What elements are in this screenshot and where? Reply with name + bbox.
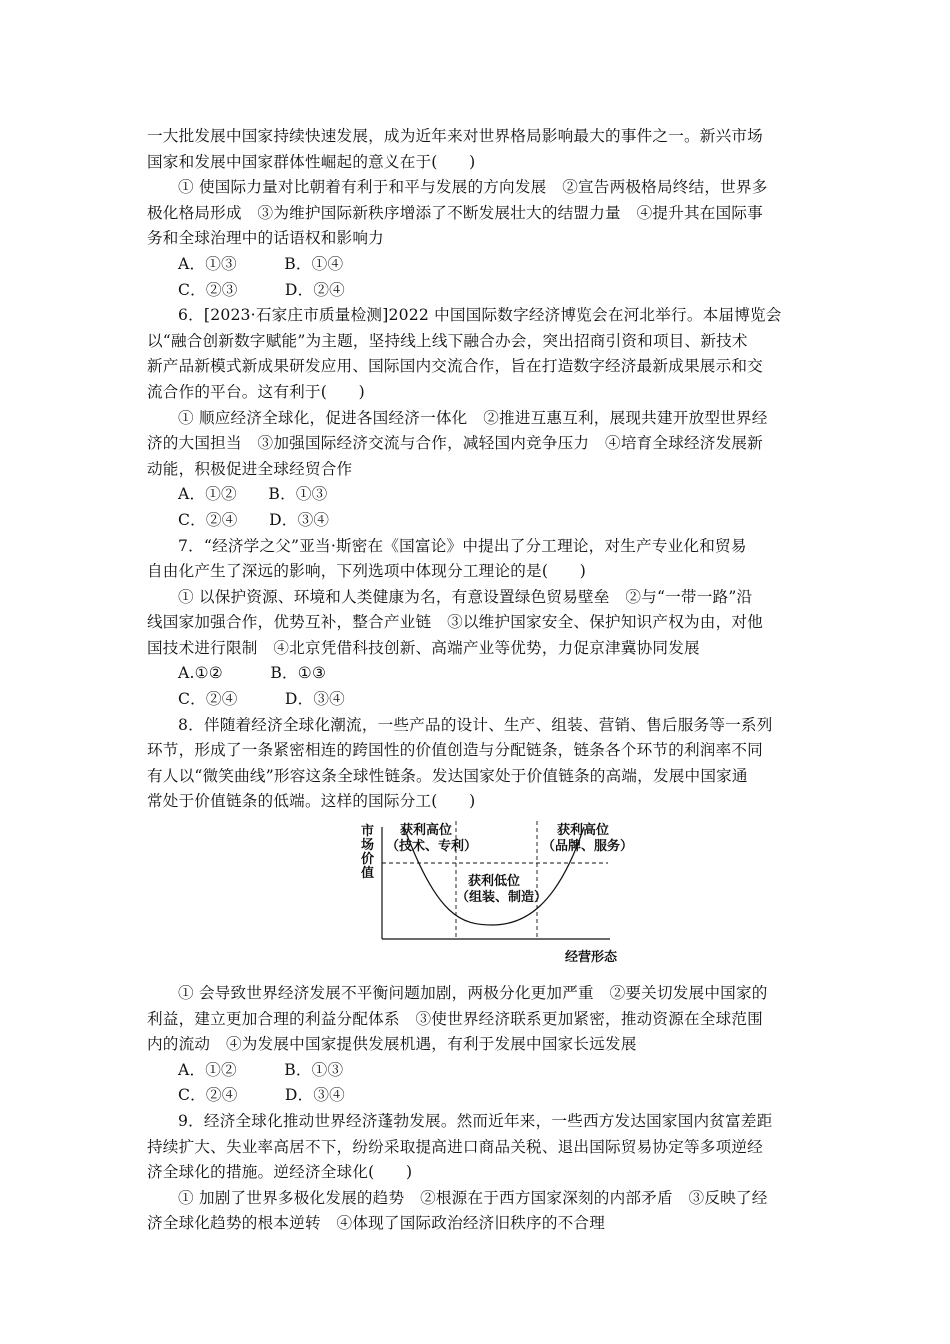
q6-stem-line: 6．[2023·石家庄市质量检测]2022 中国国际数字经济博览会在河北举行。本届博览会 xyxy=(178,306,782,325)
left-high-subtitle: （技术、专利） xyxy=(386,839,478,855)
q8-statement-line: 利益，建立更加合理的利益分配体系 ③使世界经济联系更加紧密，推动资源在全球范围 xyxy=(147,1009,763,1028)
y-axis-label-char: 场 xyxy=(361,838,375,854)
right-high-title: 获利高位 xyxy=(557,823,610,839)
q6-stem-line: 新产品新模式新成果研发应用、国际国内交流合作，旨在打造数字经济最新成果展示和交 xyxy=(147,357,763,376)
q7-statement-line: ① 以保护资源、环境和人类健康为名，有意设置绿色贸易壁垒 ②与“一带一路”沿 xyxy=(178,587,753,606)
q6-choices-cd: C．②④ D．③④ xyxy=(178,510,330,529)
q8-choices-cd: C．②④ D．③④ xyxy=(178,1086,345,1105)
q7-stem-line: 7．“经济学之父”亚当·斯密在《国富论》中提出了分工理论，对生产专业化和贸易 xyxy=(178,536,747,555)
y-axis-label-char: 价 xyxy=(361,852,375,868)
q7-statement-line: 线国家加强合作，优势互补，整合产业链 ③以维护国家安全、保护知识产权为由，对他 xyxy=(147,613,763,632)
q6-statement-line: ① 顺应经济全球化，促进各国经济一体化 ②推进互惠互利，展现共建开放型世界经 xyxy=(178,408,768,427)
q9-statement-line: 济全球化趋势的根本逆转 ④体现了国际政治经济旧秩序的不合理 xyxy=(147,1214,606,1233)
q8-stem-line: 有人以“微笑曲线”形容这条全球性链条。发达国家处于价值链条的高端，发展中国家通 xyxy=(147,766,748,785)
q5-statement-line: 极化格局形成 ③为维护国际新秩序增添了不断发展壮大的结盟力量 ④提升其在国际事 xyxy=(147,203,763,222)
q6-choices-ab: A．①② B．①③ xyxy=(178,485,328,504)
q8-stem-line: 环节，形成了一条紧密相连的跨国性的价值创造与分配链条，链条各个环节的利润率不同 xyxy=(147,741,763,760)
q5-statement-line: ① 使国际力量对比朝着有利于和平与发展的方向发展 ②宣告两极格局终结，世界多 xyxy=(178,178,768,197)
q8-statement-line: 内的流动 ④为发展中国家提供发展机遇，有利于发展中国家长远发展 xyxy=(147,1035,637,1054)
q5-stem-line: 一大批发展中国家持续快速发展，成为近年来对世界格局影响最大的事件之一。新兴市场 xyxy=(147,127,763,145)
q6-statement-line: 济的大国担当 ③加强国际经济交流与合作，减轻国内竞争压力 ④培育全球经济发展新 xyxy=(147,434,763,453)
q9-stem-line: 济全球化的措施。逆经济全球化( ) xyxy=(147,1163,413,1182)
low-title: 获利低位 xyxy=(468,874,521,890)
q9-stem-line: 9．经济全球化推动世界经济蓬勃发展。然而近年来，一些西方发达国家国内贫富差距 xyxy=(178,1112,773,1130)
q5-choices-cd: C．②③ D．②④ xyxy=(178,280,345,299)
q5-choices-ab: A．①③ B．①④ xyxy=(178,254,344,273)
y-axis-label-char: 市 xyxy=(361,824,375,840)
exam-page xyxy=(147,124,809,1237)
q7-choices-ab: A.①② B．①③ xyxy=(178,664,327,683)
q5-statement-line: 务和全球治理中的话语权和影响力 xyxy=(147,229,384,248)
right-high-subtitle: （品牌、服务） xyxy=(542,839,634,855)
q6-stem-line: 以“融合创新数字赋能”为主题，坚持线上线下融合办会，突出招商引资和项目、新技术 xyxy=(147,331,748,350)
low-subtitle: （组装、制造） xyxy=(456,890,548,906)
q8-stem-line: 8．伴随着经济全球化潮流，一些产品的设计、生产、组装、营销、售后服务等一系列 xyxy=(178,715,773,734)
left-high-title: 获利高位 xyxy=(400,823,453,839)
q6-stem-line: 流合作的平台。这有利于( ) xyxy=(147,382,365,401)
y-axis-label-char: 值 xyxy=(361,866,375,882)
q7-choices-cd: C．②④ D．③④ xyxy=(178,690,345,709)
smile-curve-figure xyxy=(147,817,809,977)
q9-statement-line: ① 加剧了世界多极化发展的趋势 ②根源在于西方国家深刻的内部矛盾 ③反映了经 xyxy=(178,1188,768,1207)
smile-curve-diagram xyxy=(352,817,634,977)
q6-statement-line: 动能，积极促进全球经贸合作 xyxy=(147,459,353,478)
q7-stem-line: 自由化产生了深远的影响，下列选项中体现分工理论的是( ) xyxy=(147,562,586,581)
q8-statement-line: ① 会导致世界经济发展不平衡问题加剧，两极分化更加严重 ②要关切发展中国家的 xyxy=(178,984,768,1003)
q8-stem-line: 常处于价值链条的低端。这样的国际分工( ) xyxy=(147,792,476,811)
q8-choices-ab: A．①② B．①③ xyxy=(178,1060,344,1079)
x-axis-label: 经营形态 xyxy=(565,950,618,966)
q5-stem-line: 国家和发展中国家群体性崛起的意义在于( ) xyxy=(147,152,476,171)
q9-stem-line: 持续扩大、失业率高居不下，纷纷采取提高进口商品关税、退出国际贸易协定等多项逆经 xyxy=(147,1137,763,1156)
q7-statement-line: 国技术进行限制 ④北京凭借科技创新、高端产业等优势，力促京津冀协同发展 xyxy=(147,638,700,657)
